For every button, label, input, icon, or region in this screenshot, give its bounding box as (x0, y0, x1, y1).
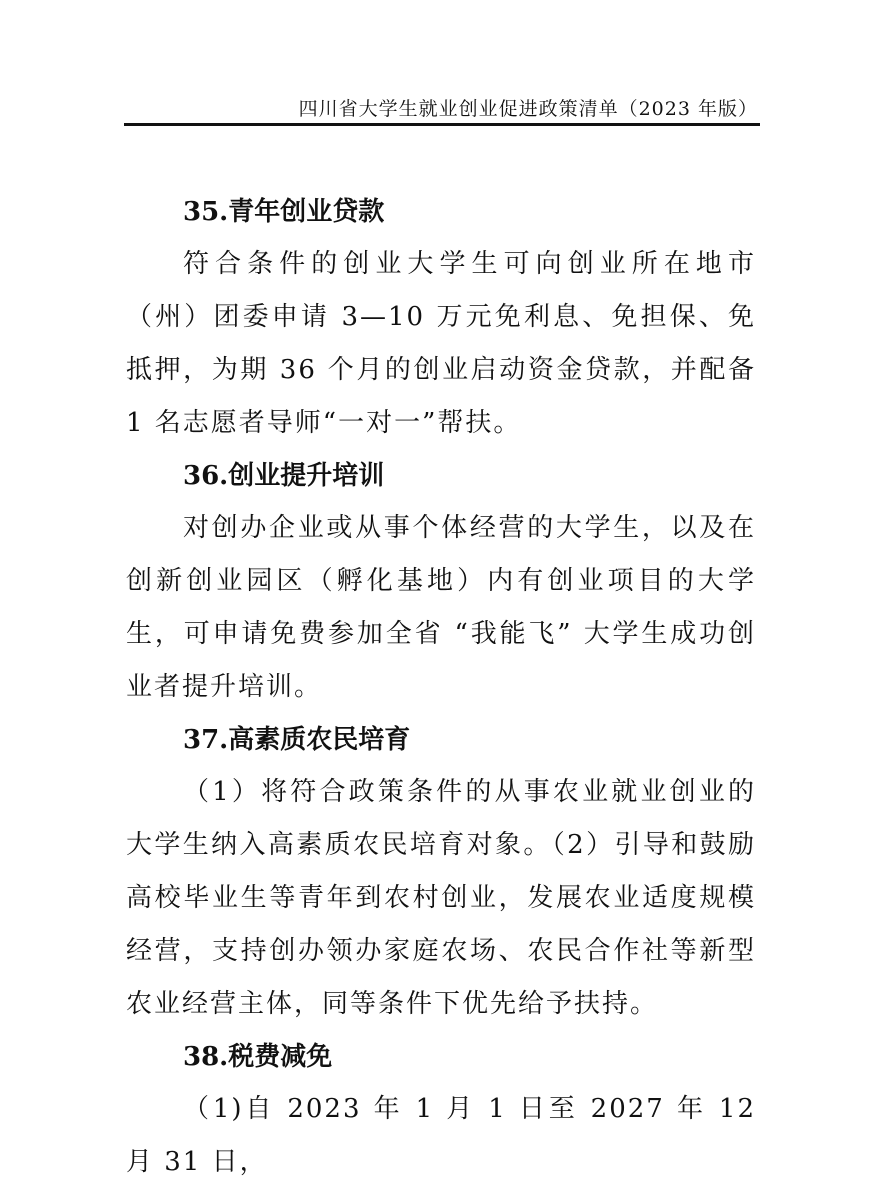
section-heading-36: 36.创业提升培训 (183, 461, 385, 491)
section-paragraph-35: 符合条件的创业大学生可向创业所在地市（州）团委申请 3—10 万元免利息、免担保、免抵押，为期 36 个月的创业启动资金贷款，并配备 1 名志愿者导师“一对一”帮扶。 (126, 249, 756, 438)
document-body (126, 186, 756, 1189)
section-paragraph-36: 对创办企业或从事个体经营的大学生，以及在创新创业园区（孵化基地）内有创业项目的大学生，可申请免费参加全省 “我能飞” 大学生成功创业者提升培训。 (126, 513, 756, 702)
section-heading-35: 35.青年创业贷款 (183, 197, 385, 227)
section-paragraph-37: （1）将符合政策条件的从事农业就业创业的大学生纳入高素质农民培育对象。（2）引导和鼓励高校毕业生等青年到农村创业，发展农业适度规模经营，支持创办领办家庭农场、农民合作社等新型农业经营主体，同等条件下优先给予扶持。 (126, 777, 756, 1019)
running-header-title: 四川省大学生就业创业促进政策清单（2023 年版） (298, 98, 758, 120)
section-heading-37: 37.高素质农民培育 (183, 725, 411, 755)
section-paragraph-38: （1)自 2023 年 1 月 1 日至 2027 年 12 月 31 日， (126, 1094, 756, 1177)
header-divider (124, 123, 760, 126)
section-heading-38: 38.税费减免 (183, 1042, 333, 1072)
